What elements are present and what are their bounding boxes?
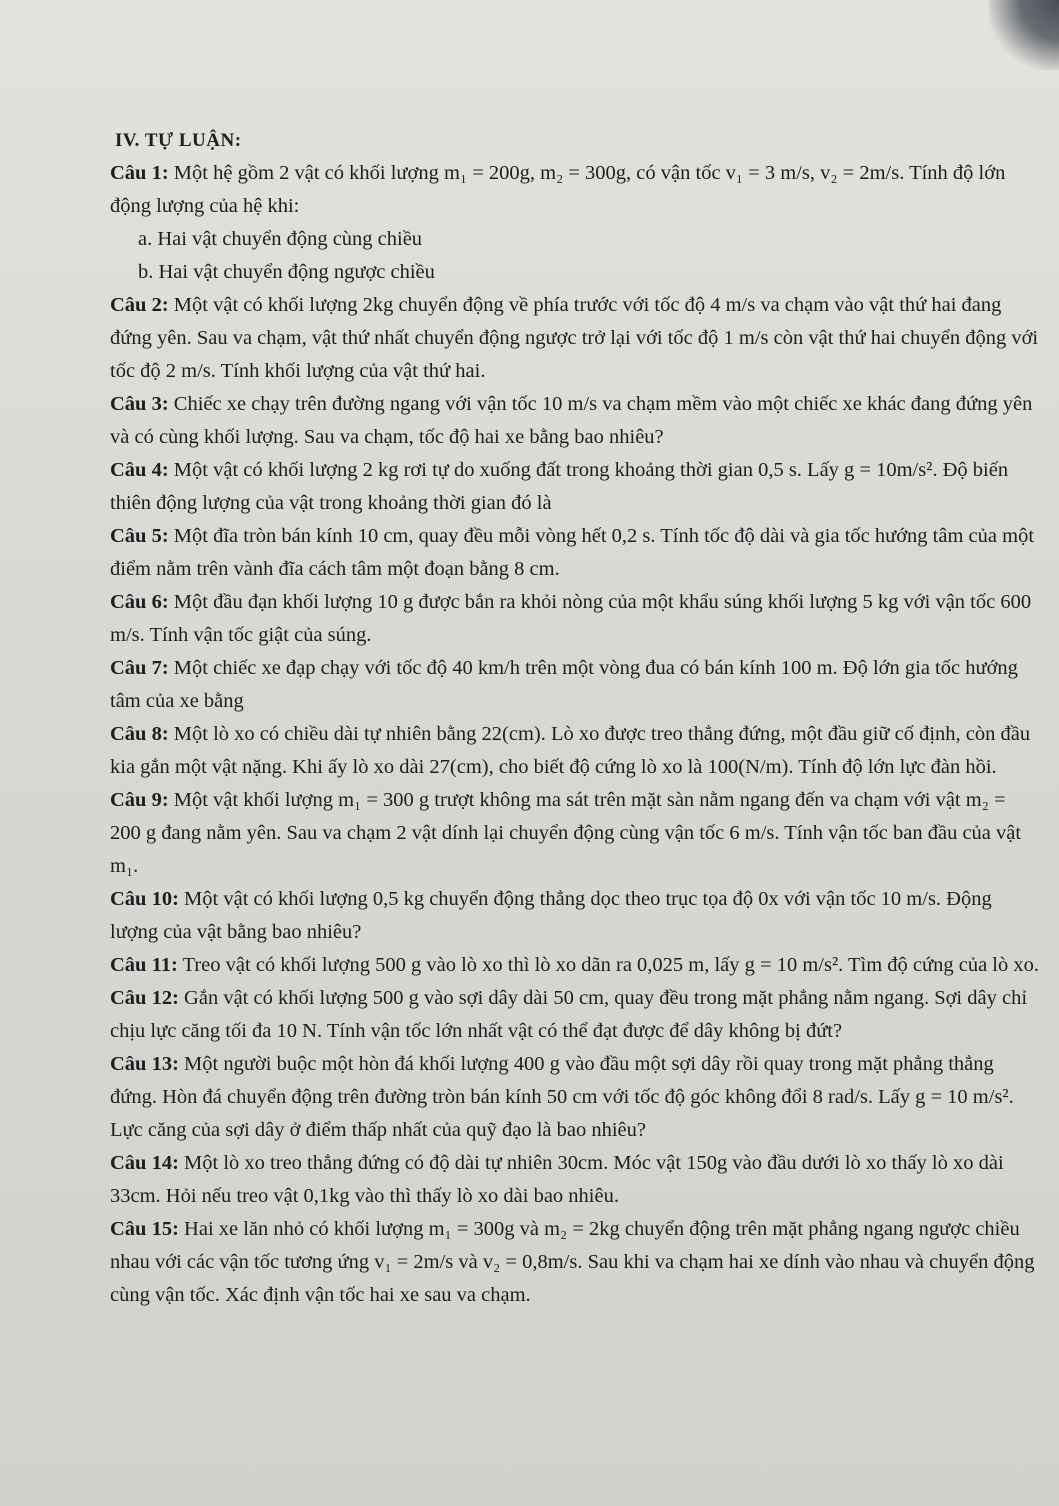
question-3 — [110, 388, 1040, 454]
question-5 — [110, 520, 1040, 586]
question-label: Câu 1: — [110, 162, 169, 184]
question-text: Một chiếc xe đạp chạy với tốc độ 40 km/h trên một vòng đua có bán kính 100 m. Độ lớn gia tốc hướng tâm của xe bằng — [110, 657, 1018, 712]
section-title: IV. TỰ LUẬN: — [115, 130, 242, 151]
question-14 — [110, 1147, 1040, 1213]
question-label: Câu 11: — [110, 954, 178, 976]
question-4 — [110, 454, 1040, 520]
question-13 — [110, 1048, 1040, 1147]
question-9 — [110, 784, 1040, 883]
question-text: Một đĩa tròn bán kính 10 cm, quay đều mỗi vòng hết 0,2 s. Tính tốc độ dài và gia tốc hướng tâm của một điểm nằm trên vành đĩa cách tâm một đoạn bằng 8 cm. — [110, 525, 1035, 580]
question-text: Chiếc xe chạy trên đường ngang với vận tốc 10 m/s va chạm mềm vào một chiếc xe khác đang đứng yên và có cùng khối lượng. Sau va chạm, tốc độ hai xe bằng bao nhiêu? — [110, 393, 1033, 448]
question-text: Một vật khối lượng m₁ = 300 g trượt không ma sát trên mặt sàn nằm ngang đến va chạm với vật m₂ = 200 g đang nằm yên. Sau va chạm 2 vật dính lại chuyển động cùng vận tốc 6 m/s. Tính vận tốc ban đầu của vật m₁. — [110, 789, 1022, 877]
question-label: Câu 2: — [110, 294, 169, 316]
question-15 — [110, 1213, 1040, 1312]
question-label: Câu 9: — [110, 789, 169, 811]
q1-option-b: b. Hai vật chuyển động ngược chiều — [138, 261, 435, 283]
question-label: Câu 10: — [110, 888, 179, 910]
question-text: Một vật có khối lượng 2 kg rơi tự do xuống đất trong khoảng thời gian 0,5 s. Lấy g = 10m/s². Độ biến thiên động lượng của vật trong khoảng thời gian đó là — [110, 459, 1009, 514]
question-label: Câu 14: — [110, 1152, 179, 1174]
question-label: Câu 7: — [110, 657, 169, 679]
question-label: Câu 15: — [110, 1218, 179, 1240]
corner-shadow — [989, 0, 1059, 70]
question-text: Hai xe lăn nhỏ có khối lượng m₁ = 300g và m₂ = 2kg chuyển động trên mặt phẳng ngang ngược chiều nhau với các vận tốc tương ứng v₁ = 2m/s và v₂ = 0,8m/s. Sau khi va chạm hai xe dính vào nhau và chuyển động cùng vận tốc. Xác định vận tốc hai xe sau va chạm. — [110, 1218, 1035, 1306]
question-text: Một lò xo có chiều dài tự nhiên bằng 22(cm). Lò xo được treo thẳng đứng, một đầu giữ cố định, còn đầu kia gắn một vật nặng. Khi ấy lò xo dài 27(cm), cho biết độ cứng lò xo là 100(N/m). Tính độ lớn lực đàn hồi. — [110, 723, 1031, 778]
question-11 — [110, 949, 1040, 982]
question-label: Câu 6: — [110, 591, 169, 613]
question-text: Một đầu đạn khối lượng 10 g được bắn ra khỏi nòng của một khẩu súng khối lượng 5 kg với vận tốc 600 m/s. Tính vận tốc giật của súng. — [110, 591, 1032, 646]
question-text: Một người buộc một hòn đá khối lượng 400 g vào đầu một sợi dây rồi quay trong mặt phẳng thẳng đứng. Hòn đá chuyển động trên đường tròn bán kính 50 cm với tốc độ góc không đổi 8 rad/s. Lấy g = 10 m/s². Lực căng của sợi dây ở điểm thấp nhất của quỹ đạo là bao nhiêu? — [110, 1053, 1014, 1141]
question-label: Câu 12: — [110, 987, 179, 1009]
question-label: Câu 5: — [110, 525, 169, 547]
question-text: Treo vật có khối lượng 500 g vào lò xo thì lò xo dãn ra 0,025 m, lấy g = 10 m/s². Tìm độ cứng của lò xo. — [182, 954, 1040, 976]
question-text: Gắn vật có khối lượng 500 g vào sợi dây dài 50 cm, quay đều trong mặt phẳng nằm ngang. Sợi dây chỉ chịu lực căng tối đa 10 N. Tính vận tốc lớn nhất vật có thể đạt được để dây không bị đứt? — [110, 987, 1028, 1042]
question-label: Câu 8: — [110, 723, 169, 745]
question-7 — [110, 652, 1040, 718]
question-label: Câu 4: — [110, 459, 169, 481]
question-8 — [110, 718, 1040, 784]
question-label: Câu 3: — [110, 393, 169, 415]
question-10 — [110, 883, 1040, 949]
question-text: Một vật có khối lượng 2kg chuyển động về phía trước với tốc độ 4 m/s va chạm vào vật thứ hai đang đứng yên. Sau va chạm, vật thứ nhất chuyển động ngược trở lại với tốc độ 1 m/s còn vật thứ hai chuyển động với tốc độ 2 m/s. Tính khối lượng của vật thứ hai. — [110, 294, 1039, 382]
question-label: Câu 13: — [110, 1053, 179, 1075]
question-12 — [110, 982, 1040, 1048]
question-text: Một vật có khối lượng 0,5 kg chuyển động thẳng dọc theo trục tọa độ 0x với vận tốc 10 m/s. Động lượng của vật bằng bao nhiêu? — [110, 888, 992, 943]
question-6 — [110, 586, 1040, 652]
question-text: Một lò xo treo thẳng đứng có độ dài tự nhiên 30cm. Móc vật 150g vào đầu dưới lò xo thấy lò xo dài 33cm. Hỏi nếu treo vật 0,1kg vào thì thấy lò xo dài bao nhiêu. — [110, 1152, 1004, 1207]
exercise-content — [110, 88, 1040, 1312]
q1-option-a: a. Hai vật chuyển động cùng chiều — [138, 228, 423, 250]
question-text: Một hệ gồm 2 vật có khối lượng m₁ = 200g, m₂ = 300g, có vận tốc v₁ = 3 m/s, v₂ = 2m/s. Tính độ lớn động lượng của hệ khi: — [110, 162, 1006, 217]
question-2 — [110, 289, 1040, 388]
question-1 — [110, 157, 1040, 223]
